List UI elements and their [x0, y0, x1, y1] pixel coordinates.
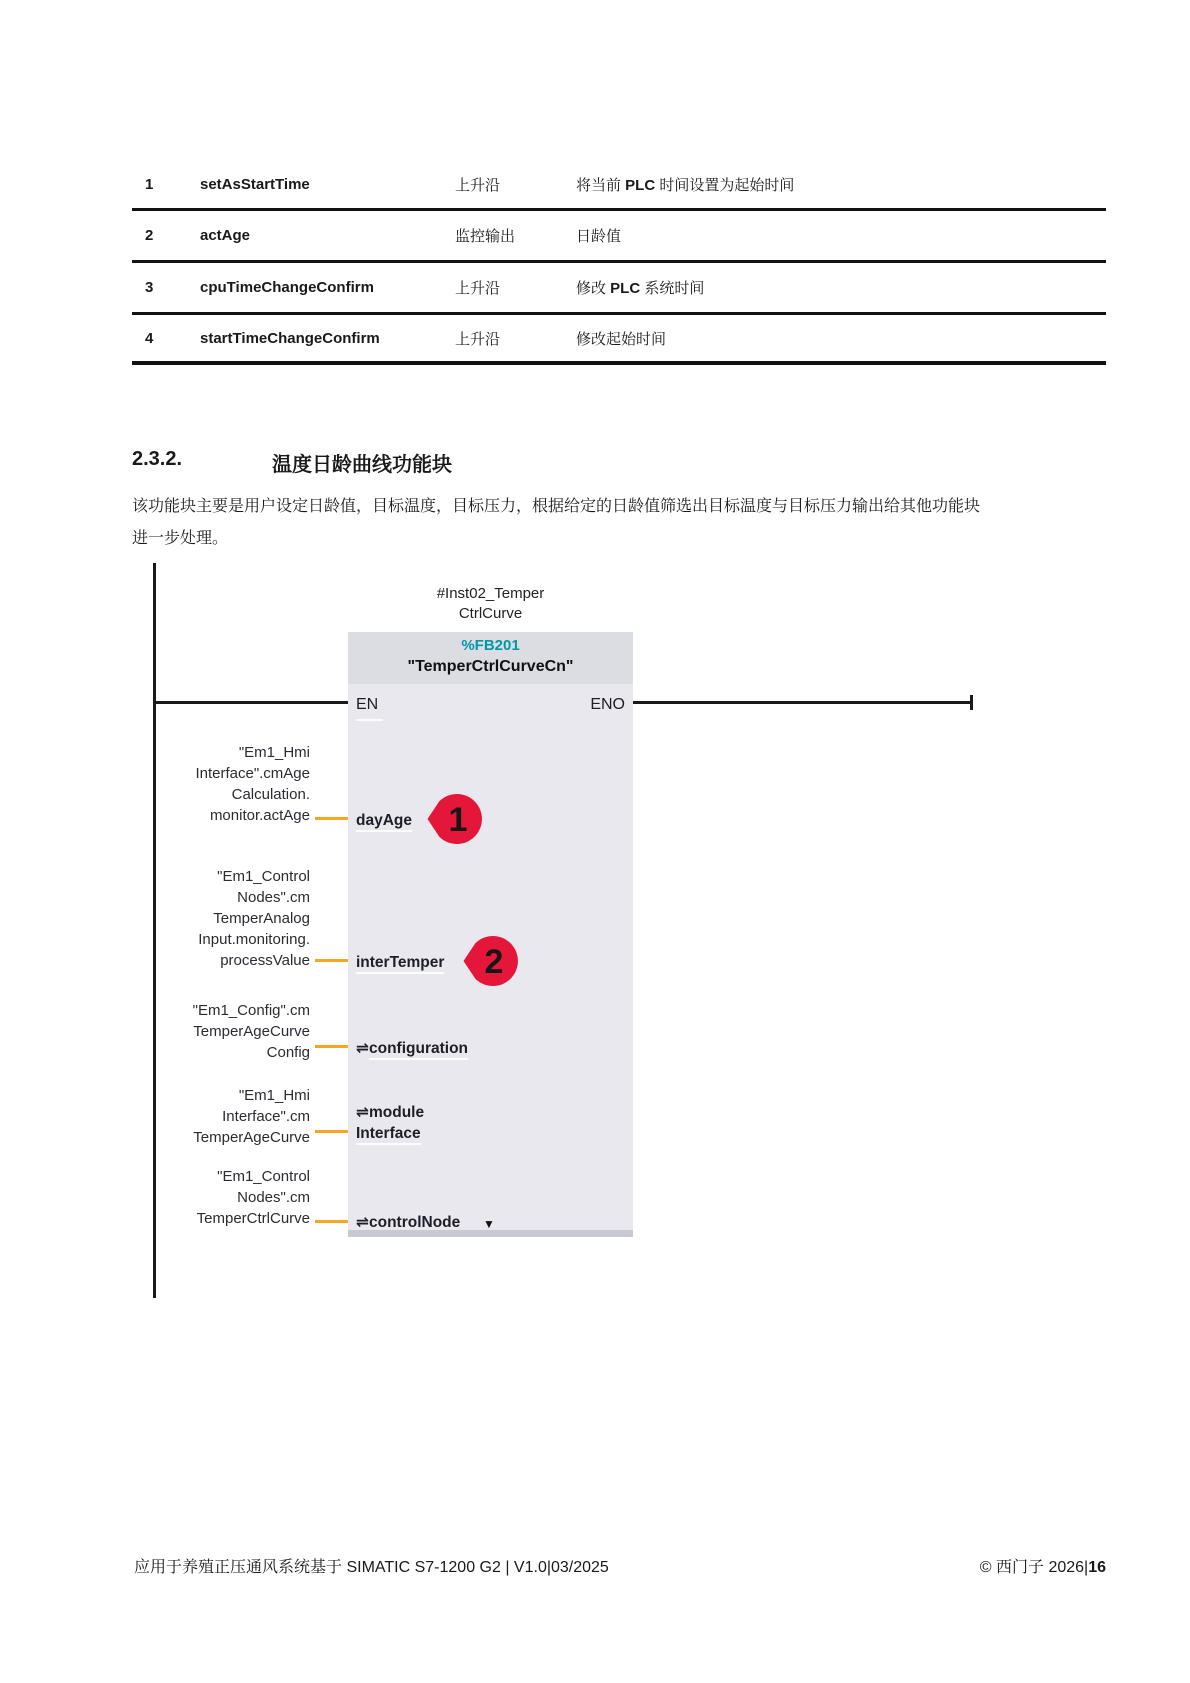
section-paragraph-line2: 进一步处理。 — [132, 530, 229, 547]
input-connection-wire — [315, 1220, 348, 1223]
operand-label: "Em1_Control Nodes".cm TemperCtrlCurve — [196, 1168, 310, 1227]
signal-description: 日龄值 — [576, 228, 622, 245]
signal-description: 将当前 PLC 时间设置为起始时间 — [576, 176, 795, 194]
svg-text:2: 2 — [484, 943, 504, 981]
param-label-configuration: ⇌configuration — [356, 1038, 468, 1059]
callout-2-badge — [463, 934, 519, 988]
input-connection-wire — [315, 1045, 348, 1048]
operand-label: "Em1_Hmi Interface".cmAge Calculation. monitor.actAge — [195, 744, 310, 824]
footer-copyright: © 西门子 2026| — [979, 1559, 1089, 1576]
eno-wire — [633, 701, 972, 704]
row-number: 2 — [145, 227, 154, 244]
row-number: 4 — [145, 329, 154, 347]
footer-right-text — [980, 1554, 1106, 1577]
inout-arrows-icon: ⇌ — [356, 1104, 369, 1121]
param-label-controlnode: ⇌controlNode — [356, 1214, 461, 1231]
signal-name: startTimeChangeConfirm — [200, 329, 380, 347]
operand-label: "Em1_Config".cm TemperAgeCurve Config — [192, 1002, 310, 1061]
eno-pin-label: ENO — [590, 696, 625, 713]
eno-wire-end-tick — [970, 695, 973, 710]
callout-1-badge — [427, 792, 483, 846]
section-title: 温度日龄曲线功能块 — [272, 454, 452, 476]
fbd-instance-name-line1: #Inst02_Temper — [436, 585, 545, 602]
row-number: 1 — [145, 175, 154, 193]
signal-name: setAsStartTime — [200, 175, 310, 193]
signal-type: 监控输出 — [455, 228, 516, 245]
signal-name: actAge — [200, 227, 251, 244]
inout-arrows-icon: ⇌ — [356, 1040, 369, 1057]
table-row — [132, 315, 1106, 361]
param-label-moduleinterface: ⇌module Interface — [356, 1102, 424, 1144]
param-label-dayage: dayAge — [356, 810, 412, 831]
fbd-block-number: %FB201 — [461, 637, 520, 654]
signal-description: 修改起始时间 — [576, 330, 667, 348]
table-row — [132, 211, 1106, 260]
expand-arrow-icon: ▼ — [483, 1217, 495, 1231]
signal-description: 修改 PLC 系统时间 — [576, 280, 705, 297]
table-row — [132, 263, 1106, 312]
operand-label: "Em1_Control Nodes".cm TemperAnalog Input.monitoring. processValue — [198, 868, 310, 969]
svg-text:1: 1 — [448, 801, 468, 839]
footer-page-number: 16 — [1088, 1559, 1106, 1576]
row-number: 3 — [145, 279, 154, 296]
signal-type: 上升沿 — [455, 280, 501, 297]
fbd-block-header — [348, 632, 633, 684]
input-connection-wire — [315, 817, 348, 820]
en-pin-underline — [356, 719, 383, 721]
footer-left-text: 应用于养殖正压通风系统基于 SIMATIC S7-1200 G2 | V1.0|03/2025 — [134, 1559, 609, 1576]
parameters-table — [132, 160, 1106, 365]
inout-arrows-icon: ⇌ — [356, 1214, 369, 1231]
operand-label: "Em1_Hmi Interface".cm TemperAgeCurve — [193, 1087, 310, 1146]
input-connection-wire — [315, 959, 348, 962]
section-number: 2.3.2. — [132, 448, 183, 470]
signal-type: 上升沿 — [455, 330, 501, 348]
fbd-instance-name-line2: CtrlCurve — [458, 605, 523, 622]
signal-type: 上升沿 — [455, 176, 501, 194]
param-label-intertemper: interTemper — [356, 952, 444, 973]
en-wire — [154, 701, 348, 704]
table-row — [132, 160, 1106, 208]
fbd-block-name: "TemperCtrlCurveCn" — [407, 658, 574, 675]
table-divider — [132, 361, 1106, 365]
section-paragraph-line1: 该功能块主要是用户设定日龄值，目标温度，目标压力，根据给定的日龄值筛选出目标温度与目标压力输出给其他功能块 — [132, 498, 981, 515]
input-connection-wire — [315, 1130, 348, 1133]
signal-name: cpuTimeChangeConfirm — [200, 279, 374, 296]
en-pin-label: EN — [356, 696, 379, 713]
